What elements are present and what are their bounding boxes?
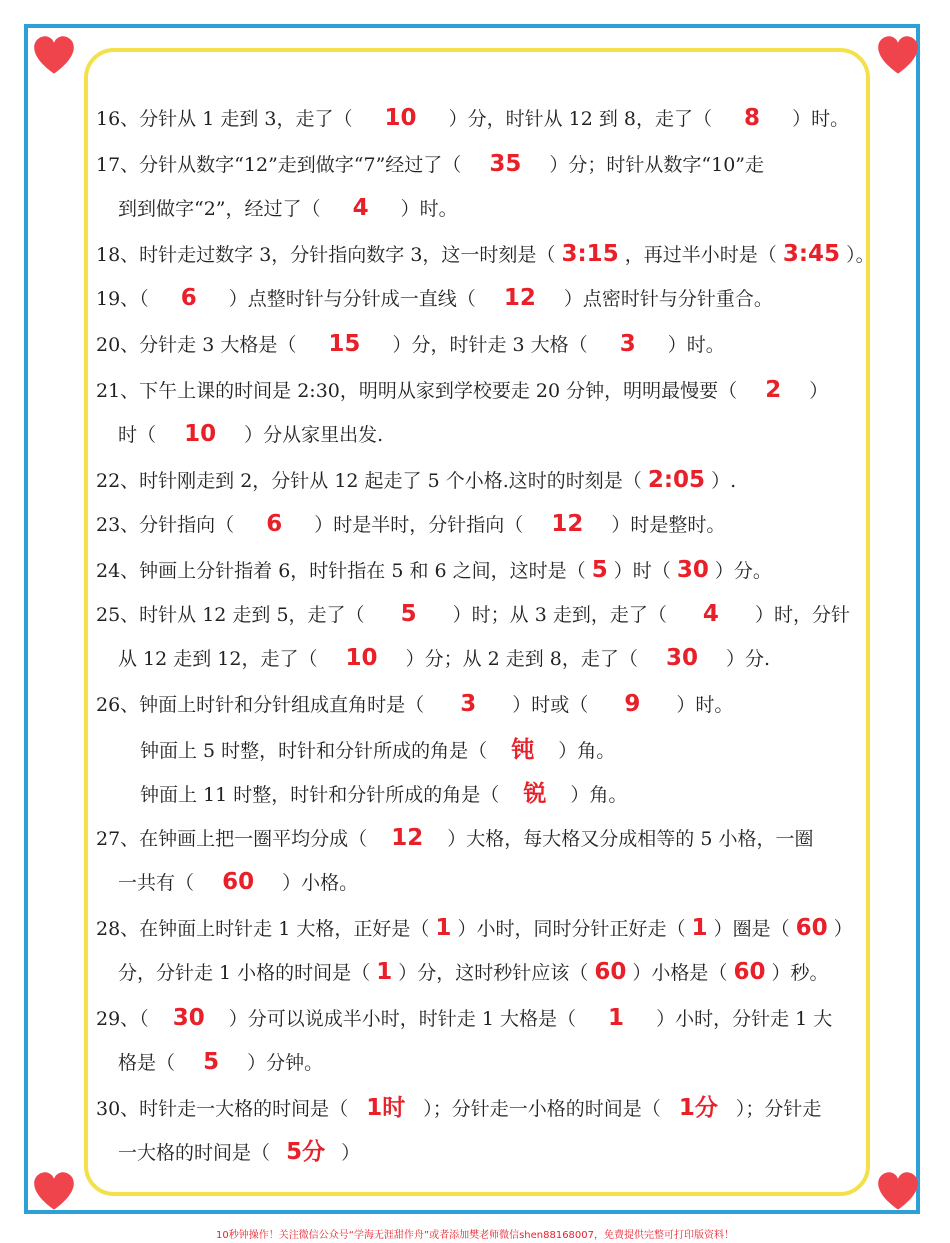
question-16 [96, 104, 849, 133]
question-text: ）点密时针与分针重合。 [563, 288, 773, 310]
question-17 [96, 150, 764, 179]
question-text: ） [833, 918, 853, 940]
answer: 5分 [286, 1139, 326, 1165]
question-text: 钟面上 5 时整，时针和分针所成的角是（ [140, 740, 488, 762]
question-25-cont [118, 644, 770, 673]
question-28-cont [118, 958, 829, 987]
question-text: 17、分针从数字“12”走到做字“7”经过了（ [96, 154, 462, 176]
question-text: ，再过半小时是（ [624, 244, 777, 266]
heart-icon [876, 34, 920, 78]
question-text: ）分，时针从 12 到 8，走了（ [448, 108, 712, 130]
question-text: ）小时，分针走 1 大 [656, 1008, 833, 1030]
question-text: 20、分针走 3 大格是（ [96, 334, 297, 356]
answer: 60 [594, 959, 627, 985]
answer: 6 [180, 285, 197, 311]
question-text: ）分从家里出发. [244, 424, 384, 446]
answer: 10 [345, 645, 378, 671]
question-text: ）分. [726, 648, 771, 670]
heart-icon [32, 1170, 76, 1214]
answer: 3:15 [561, 241, 619, 267]
answer: 12 [391, 825, 424, 851]
answer: 10 [184, 421, 217, 447]
question-23 [96, 510, 725, 539]
question-30-cont [118, 1138, 360, 1167]
question-text: 从 12 走到 12，走了（ [118, 648, 318, 670]
question-28 [96, 914, 853, 943]
question-text: ）分，这时秒针应该（ [398, 962, 589, 984]
question-text: 21、下午上课的时间是 2:30，明明从家到学校要走 20 分钟，明明最慢要（ [96, 380, 738, 402]
answer: 1时 [366, 1095, 406, 1121]
question-20 [96, 330, 725, 359]
question-text: 19、（ [96, 288, 149, 310]
question-text: 格是（ [118, 1052, 176, 1074]
answer: 12 [503, 285, 536, 311]
question-text: ）小格。 [282, 872, 359, 894]
question-text: ）时是半时，分针指向（ [314, 514, 524, 536]
answer: 3 [460, 691, 477, 717]
question-text: ）分可以说成半小时，时针走 1 大格是（ [228, 1008, 576, 1030]
question-text: ）时是整时。 [611, 514, 726, 536]
question-text: 钟面上 11 时整，时针和分针所成的角是（ [140, 784, 500, 806]
answer: 锐 [523, 781, 547, 807]
question-text: 29、（ [96, 1008, 149, 1030]
answer: 4 [352, 195, 369, 221]
question-text: ）分；从 2 走到 8，走了（ [405, 648, 638, 670]
heart-icon [32, 34, 76, 78]
answer: 2:05 [647, 467, 706, 493]
answer: 4 [702, 601, 719, 627]
question-text: 24、钟画上分针指着 6，时针指在 5 和 6 之间，这时是（ [96, 560, 586, 582]
question-text: ）分钟。 [247, 1052, 324, 1074]
question-text: ）秒。 [771, 962, 829, 984]
question-text: 18、时针走过数字 3，分针指向数字 3，这一时刻是（ [96, 244, 556, 266]
answer: 15 [328, 331, 361, 357]
answer: 1 [376, 959, 393, 985]
question-text: 一共有（ [118, 872, 195, 894]
question-18 [96, 240, 875, 269]
question-text: 到到做字“2”，经过了（ [118, 198, 321, 220]
answer: 30 [172, 1005, 205, 1031]
answer: 1 [435, 915, 452, 941]
answer: 5 [203, 1049, 220, 1075]
question-26 [96, 690, 733, 719]
question-29-cont [118, 1048, 323, 1077]
answer: 5 [591, 557, 608, 583]
question-text: 30、时针走一大格的时间是（ [96, 1098, 349, 1120]
question-text: ）时。 [400, 198, 458, 220]
answer: 60 [795, 915, 828, 941]
answer: 8 [744, 105, 761, 131]
question-26-c [140, 780, 627, 809]
answer: 5 [400, 601, 417, 627]
question-text: ）时（ [613, 560, 671, 582]
answer: 35 [489, 151, 522, 177]
question-text: 25、时针从 12 走到 5，走了（ [96, 604, 365, 626]
question-27 [96, 824, 813, 853]
question-17-cont [118, 194, 458, 223]
answer: 10 [384, 105, 417, 131]
answer: 30 [676, 557, 709, 583]
question-text: 时（ [118, 424, 157, 446]
answer: 9 [624, 691, 641, 717]
question-text: ）. [711, 470, 737, 492]
question-text: ）角。 [558, 740, 616, 762]
question-19 [96, 284, 773, 313]
answer: 12 [551, 511, 584, 537]
question-text: ）分，时针走 3 大格（ [392, 334, 588, 356]
question-text: ）小时，同时分针正好走（ [457, 918, 686, 940]
question-text: 一大格的时间是（ [118, 1142, 271, 1164]
question-text: ）时，分针 [754, 604, 850, 626]
question-25 [96, 600, 850, 629]
answer: 3 [619, 331, 636, 357]
question-text: 26、钟面上时针和分针组成直角时是（ [96, 694, 425, 716]
answer: 1 [691, 915, 708, 941]
answer: 2 [765, 377, 782, 403]
answer: 3:45 [782, 241, 841, 267]
question-text: ）小格是（ [632, 962, 728, 984]
question-text: 27、在钟画上把一圈平均分成（ [96, 828, 368, 850]
question-text: 22、时针刚走到 2，分针从 12 起走了 5 个小格.这时的时刻是（ [96, 470, 642, 492]
heart-icon [876, 1170, 920, 1214]
answer: 6 [266, 511, 283, 537]
question-21-cont [118, 420, 383, 449]
answer: 钝 [511, 737, 535, 763]
question-text: ）角。 [570, 784, 628, 806]
answer: 60 [222, 869, 255, 895]
question-text: ）大格，每大格又分成相等的 5 小格，一圈 [447, 828, 814, 850]
question-text: 28、在钟面上时针走 1 大格，正好是（ [96, 918, 430, 940]
question-text: 分，分针走 1 小格的时间是（ [118, 962, 371, 984]
question-text: ）时；从 3 走到，走了（ [452, 604, 667, 626]
question-text: ） [809, 380, 829, 402]
question-text: ）分；时针从数字“10”走 [549, 154, 765, 176]
question-text: 23、分针指向（ [96, 514, 235, 536]
question-text: ）时或（ [512, 694, 589, 716]
question-text: ） [341, 1142, 361, 1164]
question-30 [96, 1094, 821, 1123]
question-text: ）时。 [792, 108, 850, 130]
question-text: 16、分针从 1 走到 3，走了（ [96, 108, 353, 130]
question-21 [96, 376, 828, 405]
question-text: ）时。 [667, 334, 725, 356]
question-text: ）；分针走一小格的时间是（ [423, 1098, 661, 1120]
question-24 [96, 556, 772, 585]
question-text: ）圈是（ [713, 918, 790, 940]
answer: 1分 [678, 1095, 718, 1121]
question-text: ）。 [846, 244, 875, 266]
question-text: ）时。 [676, 694, 734, 716]
footer-promo: 10秒钟操作！关注微信公众号“学海无涯甜作舟”或者添加樊老师微信shen88168007，免费提供完整可打印版资料！ [215, 1230, 735, 1241]
answer: 1 [608, 1005, 625, 1031]
question-22 [96, 466, 736, 495]
question-29 [96, 1004, 832, 1033]
question-27-cont [118, 868, 358, 897]
question-text: ）点整时针与分针成一直线（ [228, 288, 476, 310]
question-text: ）；分针走 [735, 1098, 822, 1120]
question-text: ）分。 [714, 560, 772, 582]
question-26-b [140, 736, 615, 765]
answer: 30 [665, 645, 698, 671]
answer: 60 [733, 959, 766, 985]
